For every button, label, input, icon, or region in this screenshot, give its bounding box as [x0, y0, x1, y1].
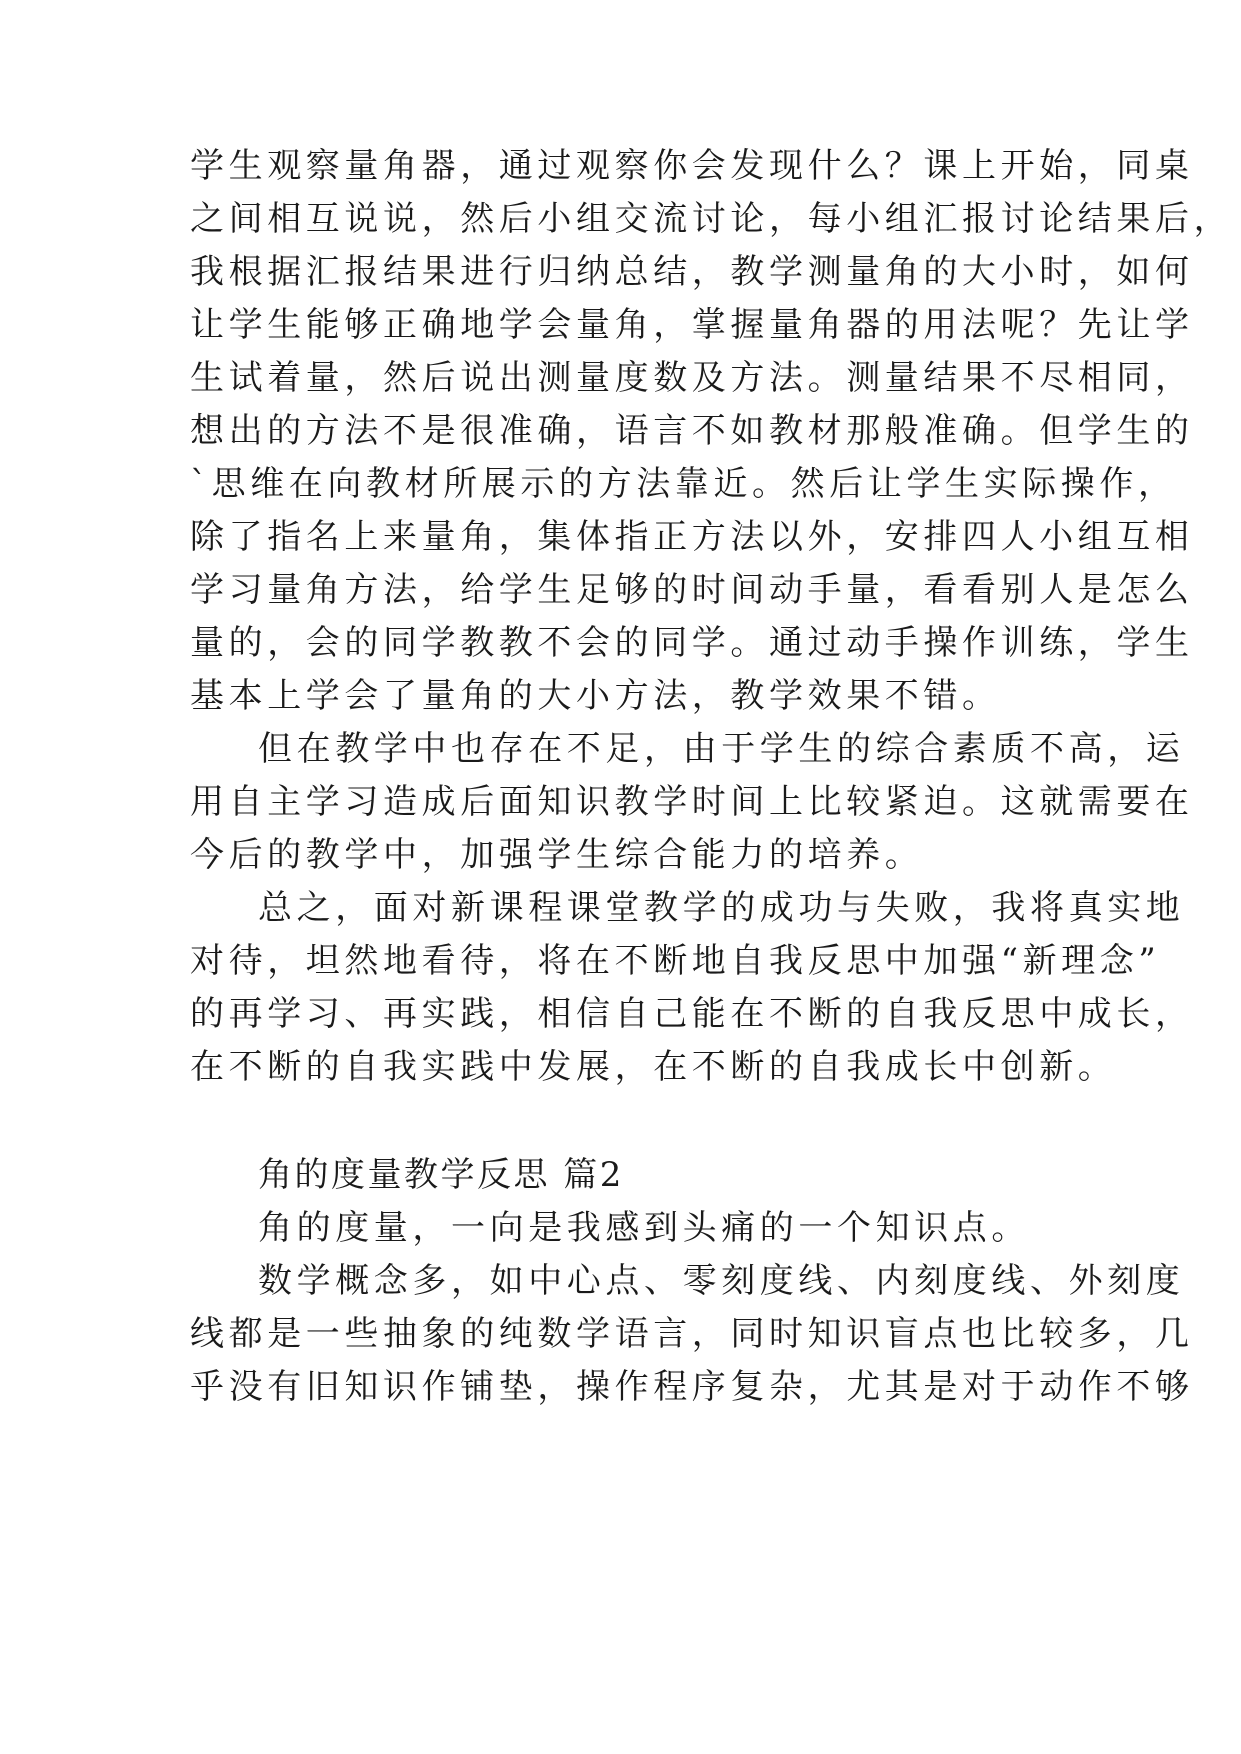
text-line: 之间相互说说，然后小组交流讨论，每小组汇报讨论结果后， — [190, 199, 1233, 239]
text-line: 但在教学中也存在不足，由于学生的综合素质不高，运 — [258, 729, 1185, 769]
text-line: 用自主学习造成后面知识教学时间上比较紧迫。这就需要在 — [190, 782, 1194, 822]
text-line: 线都是一些抽象的纯数学语言，同时知识盲点也比较多，几 — [190, 1314, 1194, 1354]
text-line: 基本上学会了量角的大小方法，教学效果不错。 — [190, 676, 1001, 716]
text-line: 除了指名上来量角，集体指正方法以外，安排四人小组互相 — [190, 517, 1194, 557]
text-line: `思维在向教材所展示的方法靠近。然后让学生实际操作， — [190, 464, 1177, 504]
text-line: 在不断的自我实践中发展，在不断的自我成长中创新。 — [190, 1047, 1117, 1087]
text-line: 量的，会的同学教教不会的同学。通过动手操作训练，学生 — [190, 623, 1194, 663]
text-line: 角的度量，一向是我感到头痛的一个知识点。 — [258, 1208, 1030, 1248]
text-line: 生试着量，然后说出测量度数及方法。测量结果不尽相同， — [190, 358, 1194, 398]
text-line: 学生观察量角器，通过观察你会发现什么？课上开始，同桌 — [190, 146, 1194, 186]
text-line: 我根据汇报结果进行归纳总结，教学测量角的大小时，如何 — [190, 252, 1194, 292]
text-line: 想出的方法不是很准确，语言不如教材那般准确。但学生的 — [190, 411, 1194, 451]
text-line: 总之，面对新课程课堂教学的成功与失败，我将真实地 — [258, 888, 1185, 928]
text-line: 今后的教学中，加强学生综合能力的培养。 — [190, 835, 924, 875]
section-heading: 角的度量教学反思 篇2 — [258, 1155, 624, 1195]
text-line: 对待，坦然地看待，将在不断地自我反思中加强“新理念” — [190, 941, 1161, 981]
text-line: 让学生能够正确地学会量角，掌握量角器的用法呢？先让学 — [190, 305, 1194, 345]
text-line: 乎没有旧知识作铺垫，操作程序复杂，尤其是对于动作不够 — [190, 1367, 1194, 1407]
text-line: 数学概念多，如中心点、零刻度线、内刻度线、外刻度 — [258, 1261, 1185, 1301]
text-line: 的再学习、再实践，相信自己能在不断的自我反思中成长， — [190, 994, 1194, 1034]
text-line: 学习量角方法，给学生足够的时间动手量，看看别人是怎么 — [190, 570, 1194, 610]
